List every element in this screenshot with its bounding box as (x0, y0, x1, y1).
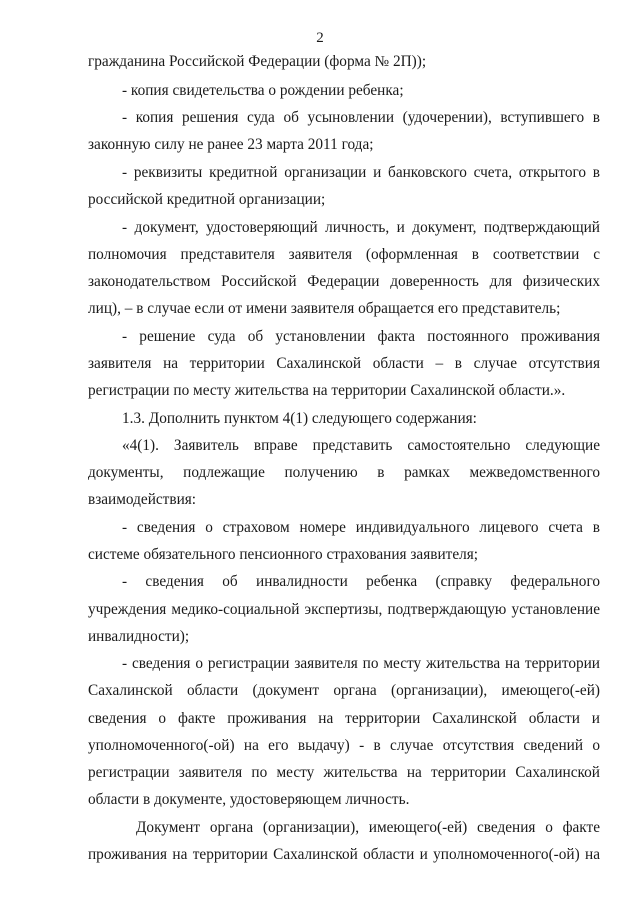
text-line: полномочия представителя заявителя (оформленная в соответствии с (88, 246, 600, 263)
text-line: - копия свидетельства о рождении ребенка; (122, 82, 404, 99)
text-line: регистрации заявителя по месту жительства на территории Сахалинской (88, 764, 600, 781)
text-line: - документ, удостоверяющий личность, и документ, подтверждающий (122, 219, 600, 236)
text-line: инвалидности); (88, 628, 190, 645)
text-line: «4(1). Заявитель вправе представить самостоятельно следующие (122, 437, 600, 454)
text-line: системе обязательного пенсионного страхования заявителя; (88, 546, 479, 563)
text-line: лиц), – в случае если от имени заявителя обращается его представитель; (88, 300, 561, 317)
text-line: - копия решения суда об усыновлении (удочерении), вступившего в (122, 109, 600, 126)
text-line: регистрации по месту жительства на территории Сахалинской области.». (88, 382, 566, 399)
text-line: - реквизиты кредитной организации и банковского счета, открытого в (122, 164, 600, 181)
text-line: учреждения медико-социальной экспертизы, подтверждающую установление (88, 601, 600, 618)
text-line: законодательством Российской Федерации доверенность для физических (88, 273, 600, 290)
text-line: Сахалинской области (документ органа (организации), имеющего(-ей) (88, 682, 600, 699)
text-line: сведения о факте проживания на территории Сахалинской области и (88, 710, 600, 727)
text-line: - сведения о страховом номере индивидуального лицевого счета в (122, 519, 600, 536)
page-number: 2 (316, 30, 324, 46)
text-line: документы, подлежащие получению в рамках межведомственного (88, 464, 600, 481)
text-line: - решение суда об установлении факта постоянного проживания (122, 328, 600, 345)
text-line: - сведения об инвалидности ребенка (справку федерального (122, 573, 600, 590)
text-line: области в документе, удостоверяющем личность. (88, 791, 410, 808)
text-line: - сведения о регистрации заявителя по месту жительства на территории (122, 655, 600, 672)
text-line: проживания на территории Сахалинской области и уполномоченного(-ой) на (88, 846, 600, 863)
text-line: взаимодействия: (88, 491, 197, 508)
text-line: уполномоченного(-ой) на его выдачу) - в случае отсутствия сведений о (88, 737, 600, 754)
text-line: законную силу не ранее 23 марта 2011 года; (88, 136, 374, 153)
text-line: гражданина Российской Федерации (форма № 2П)); (88, 53, 427, 70)
text-line: заявителя на территории Сахалинской области – в случае отсутствия (88, 355, 600, 372)
text-line: Документ органа (организации), имеющего(-ей) сведения о факте (136, 819, 600, 836)
text-line: российской кредитной организации; (88, 191, 326, 208)
text-line: 1.3. Дополнить пунктом 4(1) следующего содержания: (122, 410, 477, 427)
